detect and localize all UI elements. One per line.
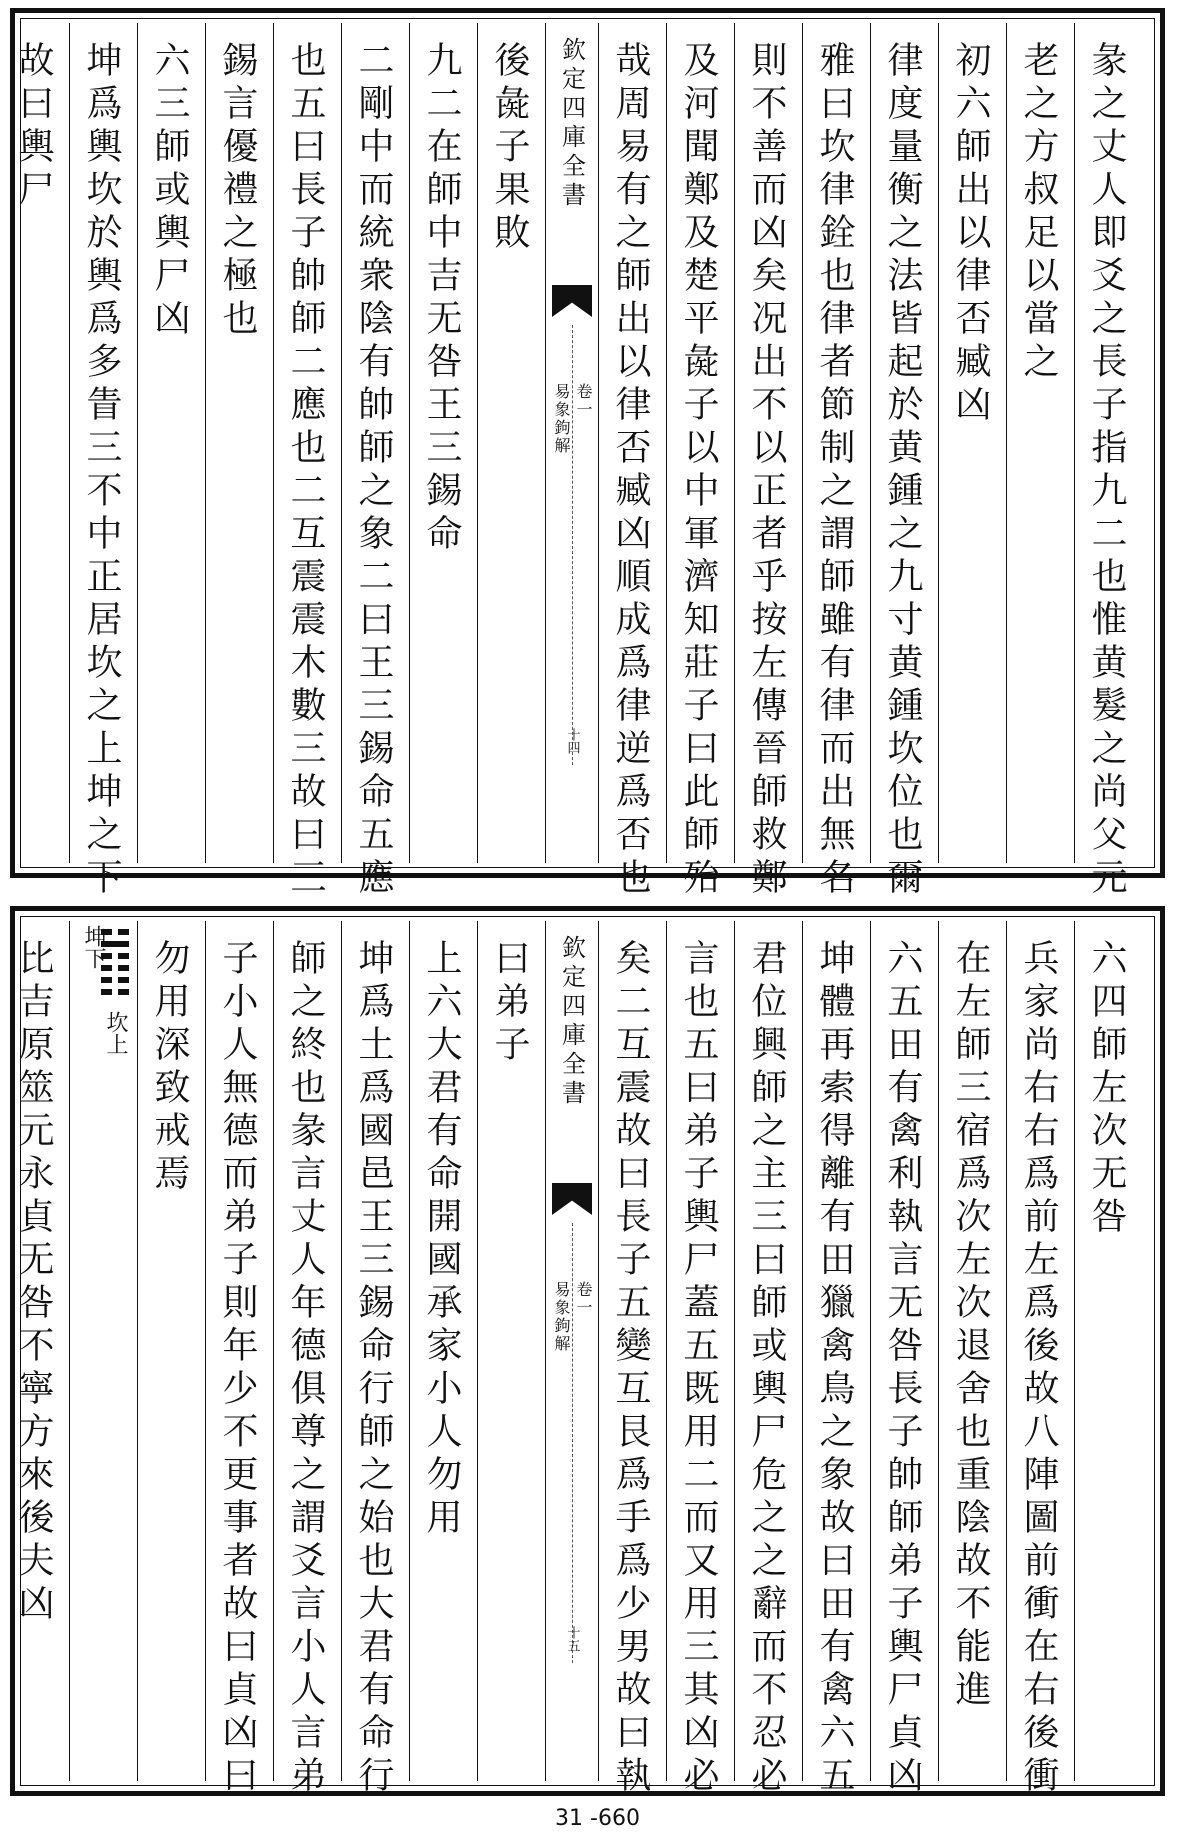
text-column: 也五曰長子帥師二應也二互震震木數三故曰三 <box>273 23 341 863</box>
text-column: 老之方叔足以當之 <box>1006 23 1074 863</box>
fish-tail-mark <box>552 1183 592 1215</box>
text-column: 坤爲輿坎於輿爲多眚三不中正居坎之上坤之下 <box>69 23 137 863</box>
page-footer-number: 31 -660 <box>555 1806 640 1831</box>
text-column: 兵家尚右右爲前左爲後故八陣圖前衝在右後衝 <box>1006 921 1074 1781</box>
text-column: 言也五曰弟子輿尸蓋五既用二而又用三其凶必 <box>666 921 734 1781</box>
center-fold <box>545 23 598 863</box>
text-column: 六四師左次无咎 <box>1074 921 1142 1781</box>
text-column: 坤體再索得離有田獵禽鳥之象故曰田有禽六五 <box>802 921 870 1781</box>
text-column: 九二在師中吉无咎王三錫命 <box>409 23 477 863</box>
text-column: 勿用深致戒焉 <box>137 921 205 1781</box>
volume-label: 卷一 <box>574 1281 593 1317</box>
text-column: 矣二互震故曰長子五變互艮爲手爲少男故曰執 <box>598 921 666 1781</box>
hexagram-line <box>101 977 129 983</box>
text-column: 及河聞鄭及楚平彘子以中軍濟知莊子曰此師殆 <box>666 23 734 863</box>
text-column: 故曰輿尸 <box>13 41 54 213</box>
top-page <box>10 8 1165 901</box>
chapter-title: 易象鉤解 <box>552 1281 571 1353</box>
text-column: 後彘子果敗 <box>477 23 545 863</box>
fish-tail-mark <box>552 285 592 317</box>
text-column: 錫言優禮之極也 <box>205 23 273 863</box>
bottom-page <box>10 906 1165 1799</box>
bottom-columns <box>13 921 1142 1799</box>
text-column: 坤爲土爲國邑王三錫命行師之始也大君有命行 <box>341 921 409 1781</box>
text-column: 二剛中而統衆陰有帥師之象二曰王三錫命五應 <box>341 23 409 863</box>
hexagram-upper-label: 坎上 <box>103 1011 128 1055</box>
chapter-title: 易象鉤解 <box>552 383 571 455</box>
hexagram-line <box>101 989 129 995</box>
hexagram-lower-label: 坤下 <box>81 925 106 969</box>
text-column: 在左師三宿爲次左次退舍也重陰故不能進 <box>938 921 1006 1781</box>
top-columns <box>13 23 1142 901</box>
text-column: 哉周易有之師出以律否臧凶順成爲律逆爲否也 <box>598 23 666 863</box>
volume-label: 卷一 <box>574 383 593 419</box>
text-column: 上六大君有命開國承家小人勿用 <box>409 921 477 1781</box>
leaf-number: 十四 <box>564 728 580 754</box>
text-column: 子小人無德而弟子則年少不更事者故曰貞凶曰 <box>205 921 273 1781</box>
text-column: 律度量衡之法皆起於黄鍾之九寸黄鍾坎位也爾 <box>870 23 938 863</box>
text-column: 彖之丈人即爻之長子指九二也惟黄髮之尚父元 <box>1074 23 1142 863</box>
text-column: 雅曰坎律銓也律者節制之謂師雖有律而出無名 <box>802 23 870 863</box>
text-column: 師之終也彖言丈人年德俱尊之謂爻言小人言弟 <box>273 921 341 1781</box>
text-column: 則不善而凶矣况出不以正者乎按左傳晉師救鄭 <box>734 23 802 863</box>
running-header: 欽定四庫全書 <box>557 935 586 1109</box>
text-column: 君位興師之主三曰師或輿尸危之之辭而不忍必 <box>734 921 802 1781</box>
center-fold <box>545 921 598 1781</box>
text-column: 六三師或輿尸凶 <box>137 23 205 863</box>
leaf-number: 十五 <box>564 1626 580 1652</box>
running-header: 欽定四庫全書 <box>557 37 586 211</box>
text-column: 初六師出以律否臧凶 <box>938 23 1006 863</box>
text-column: 比吉原筮元永貞无咎不寧方來後夫凶 <box>13 939 54 1627</box>
text-column: 六五田有禽利執言无咎長子帥師弟子輿尸貞凶 <box>870 921 938 1781</box>
hexagram-column <box>69 921 137 1781</box>
text-column: 曰弟子 <box>477 921 545 1781</box>
